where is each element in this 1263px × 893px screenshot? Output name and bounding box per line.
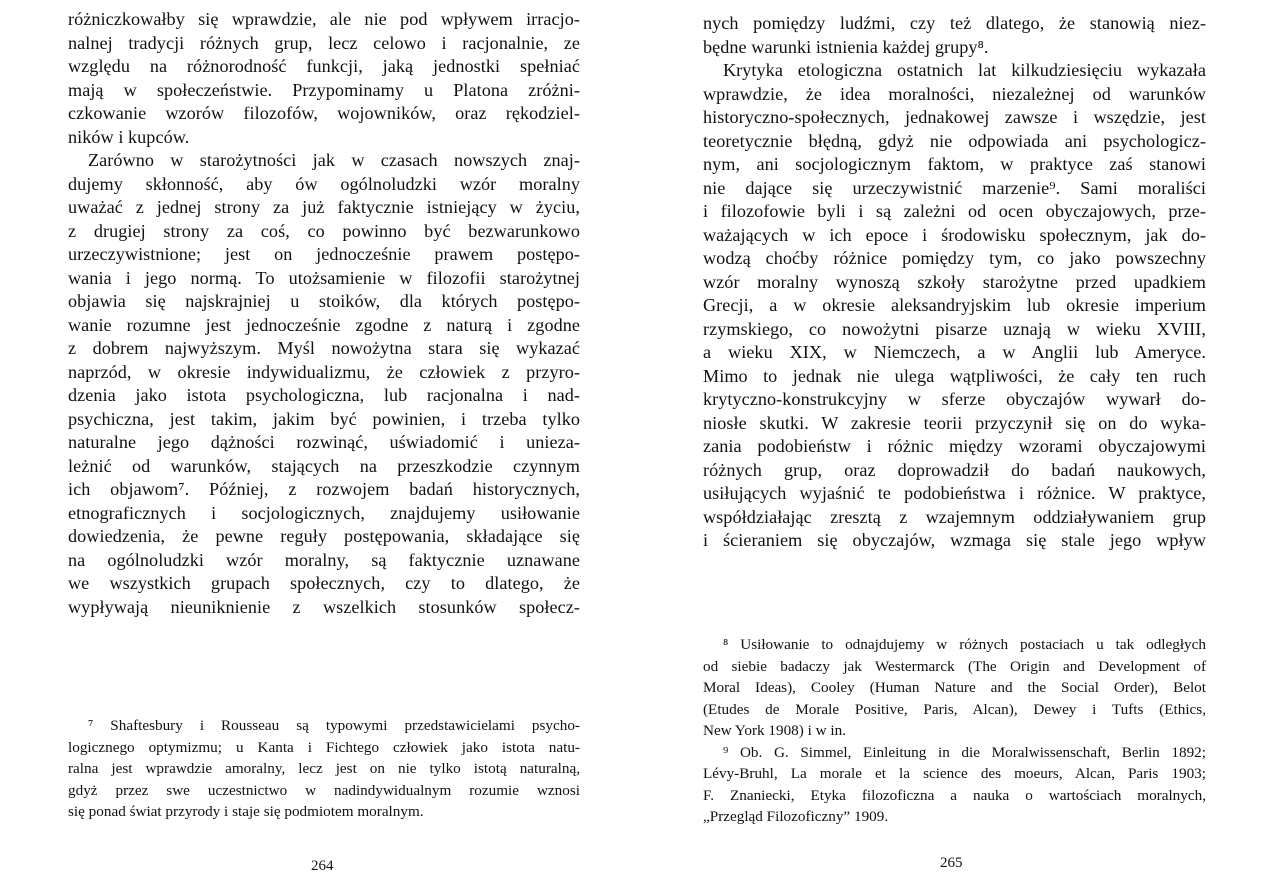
text-line: z dobrem najwyższym. Myśl nowożytna stara się wykazać [68, 338, 580, 358]
text-line: czkowanie wzorów filozofów, wojowników, oraz rękodziel- [68, 103, 580, 123]
text-line: rzymskiego, co nowożytni pisarze uznają w wieku XVIII, [703, 318, 1206, 339]
text-line: nalnej tradycji różnych grup, lecz celowo i racjonalnie, ze [68, 32, 580, 53]
text-line: naprzód, w okresie indywidualizmu, że człowiek z przyro- [68, 361, 580, 382]
text-line: i filozofowie byli i są zależni od ocen obyczajowych, prze- [703, 201, 1206, 221]
text-line: dowiedzenia, że pewne reguły postępowania, składające się [68, 526, 580, 546]
text-line: wprawdzie, że idea moralności, niezależnej od warunków [703, 83, 1206, 104]
text-line: współdziałając zresztą z wzajemnym oddziaływaniem grup [703, 506, 1206, 527]
text-line: usiłujących wyjaśnić te podobieństwa i różnice. W praktyce, [703, 483, 1206, 503]
text-line: będne warunki istnienia każdej grupy⁸. [703, 36, 989, 57]
text-line: zania podobieństw i różnic między wzorami obyczajowymi [703, 436, 1206, 456]
text-line: z drugiej strony za coś, co powinno być bezwarunkowo [68, 220, 580, 241]
text-line: dzenia jako istota psychologiczna, lub racjonalna i nad- [68, 385, 580, 405]
text-line: we wszystkich grupach społecznych, czy to dlatego, że [68, 573, 580, 593]
text-line: różnych grup, oraz doprowadził do badań naukowych, [703, 459, 1206, 480]
text-line: wzór moralny wynoszą szkoły starożytne przed upadkiem [703, 271, 1206, 292]
text-line: niosłe skutki. W zakresie teorii przyczynił się on do wyka- [703, 412, 1206, 433]
text-line: naturalne jego dążności rozwinąć, uświadomić i unieza- [68, 432, 580, 452]
page-number: 264 [311, 858, 334, 874]
left-footnotes [68, 715, 580, 823]
text-line: etnograficznych i socjologicznych, znajdujemy usiłowanie [68, 502, 580, 523]
text-line: dujemy skłonność, aby ów ogólnoludzki wzór moralny [68, 173, 580, 194]
footnote-line: logicznego optymizmu; u Kanta i Fichtego człowiek jako istota natu- [68, 738, 580, 756]
right-body-text [703, 12, 1206, 553]
footnote-line: gdyż przez swe uczestnictwo w nadindywidualnym rozumie wznosi [68, 781, 580, 799]
text-line: historyczno-społecznych, jednakowej zawsze i wszędzie, jest [703, 107, 1206, 127]
footnote-line: F. Znaniecki, Etyka filozoficzna a nauka o wartościach moralnych, [703, 786, 1206, 804]
footnote-line: Moral Ideas), Cooley (Human Nature and the Social Order), Belot [703, 679, 1206, 696]
text-line: a wieku XIX, w Niemczech, a w Anglii lub Ameryce. [703, 342, 1206, 362]
text-line: ich objawom⁷. Później, z rozwojem badań historycznych, [68, 479, 580, 499]
text-line: na ogólnoludzki wzór moralny, są faktycznie uznawane [68, 549, 580, 570]
text-line: wodzą choćby różnice pomiędzy tym, co jako powszechny [703, 248, 1206, 268]
text-line: względu na różnorodność funkcji, jaką jednostki spełniać [68, 56, 580, 76]
footnote-line: „Przegląd Filozoficzny” 1909. [703, 808, 889, 825]
text-line: teoretycznie błędną, gdyż nie odpowiada ani psychologicz- [703, 130, 1206, 151]
page-number: 265 [940, 855, 963, 871]
footnote-line: się ponad świat przyrody i staje się podmiotem moralnym. [68, 803, 424, 820]
text-line: Krytyka etologiczna ostatnich lat kilkudziesięciu wykazała [723, 60, 1206, 80]
footnote-line: ⁸ Usiłowanie to odnajdujemy w różnych postaciach u tak odległych [723, 636, 1206, 653]
footnote-line: (Etudes de Morale Positive, Paris, Alcan), Dewey i Tufts (Ethics, [703, 700, 1206, 718]
text-line: nie dające się urzeczywistnić marzenie⁹. Sami moraliści [703, 177, 1206, 198]
text-line: objawia się najskrajniej u stoików, dla których postępo- [68, 291, 580, 311]
right-footnotes [703, 634, 1206, 828]
text-line: Grecji, a w okresie aleksandryjskim lub okresie imperium [703, 295, 1206, 315]
text-line: uważać z jednej strony za już faktycznie istniejący w życiu, [68, 197, 580, 217]
footnote-line: ⁷ Shaftesbury i Rousseau są typowymi przedstawicielami psycho- [88, 717, 580, 734]
footnote-line: New York 1908) i w in. [703, 722, 847, 739]
text-line: nym, ani socjologicznym faktom, w praktyce zaś stanowi [703, 154, 1206, 174]
text-line: Zarówno w starożytności jak w czasach nowszych znaj- [88, 150, 580, 170]
text-line: urzeczywistnione; jest on jednocześnie prawem postępo- [68, 244, 580, 264]
text-line: psychiczna, jest takim, jakim być powinien, i trzeba tylko [68, 408, 580, 429]
footnote-line: ⁹ Ob. G. Simmel, Einleitung in die Moralwissenschaft, Berlin 1892; [723, 743, 1206, 761]
text-line: i ścieraniem się obyczajów, wzmaga się stale jego wpływ [703, 530, 1206, 550]
text-line: krytyczno-konstrukcyjny w sferze obyczajów wywarł do- [703, 389, 1206, 409]
text-line: leżnić od warunków, stających na przeszkodzie czynnym [68, 455, 580, 476]
text-line: wypływają nieuniknienie z wszelkich stosunków społecz- [68, 596, 580, 617]
footnote-line: ralna jest wprawdzie amoralny, lecz jest on nie tylko istotą naturalną, [68, 760, 580, 777]
text-line: wanie rozumne jest jednocześnie zgodne z naturą i zgodne [68, 314, 580, 335]
text-line: nych pomiędzy ludźmi, czy też dlatego, że stanowią niez- [703, 13, 1206, 33]
text-line: Mimo to jednak nie ulega wątpliwości, że cały ten ruch [703, 365, 1206, 386]
footnote-line: Lévy-Bruhl, La morale et la science des moeurs, Alcan, Paris 1903; [703, 765, 1206, 782]
text-line: mają w społeczeństwie. Przypominamy u Platona zróżni- [68, 79, 580, 100]
footnote-line: od siebie badaczy jak Westermarck (The Origin and Development of [703, 657, 1206, 675]
text-line: ważających w ich epoce i środowisku społecznym, jak do- [703, 224, 1206, 245]
text-line: ników i kupców. [68, 126, 190, 147]
text-line: różniczkowałby się wprawdzie, ale nie pod wpływem irracjo- [68, 9, 580, 29]
left-body-text [68, 8, 580, 619]
text-line: wania i jego normą. To utożsamienie w filozofii starożytnej [68, 267, 580, 288]
